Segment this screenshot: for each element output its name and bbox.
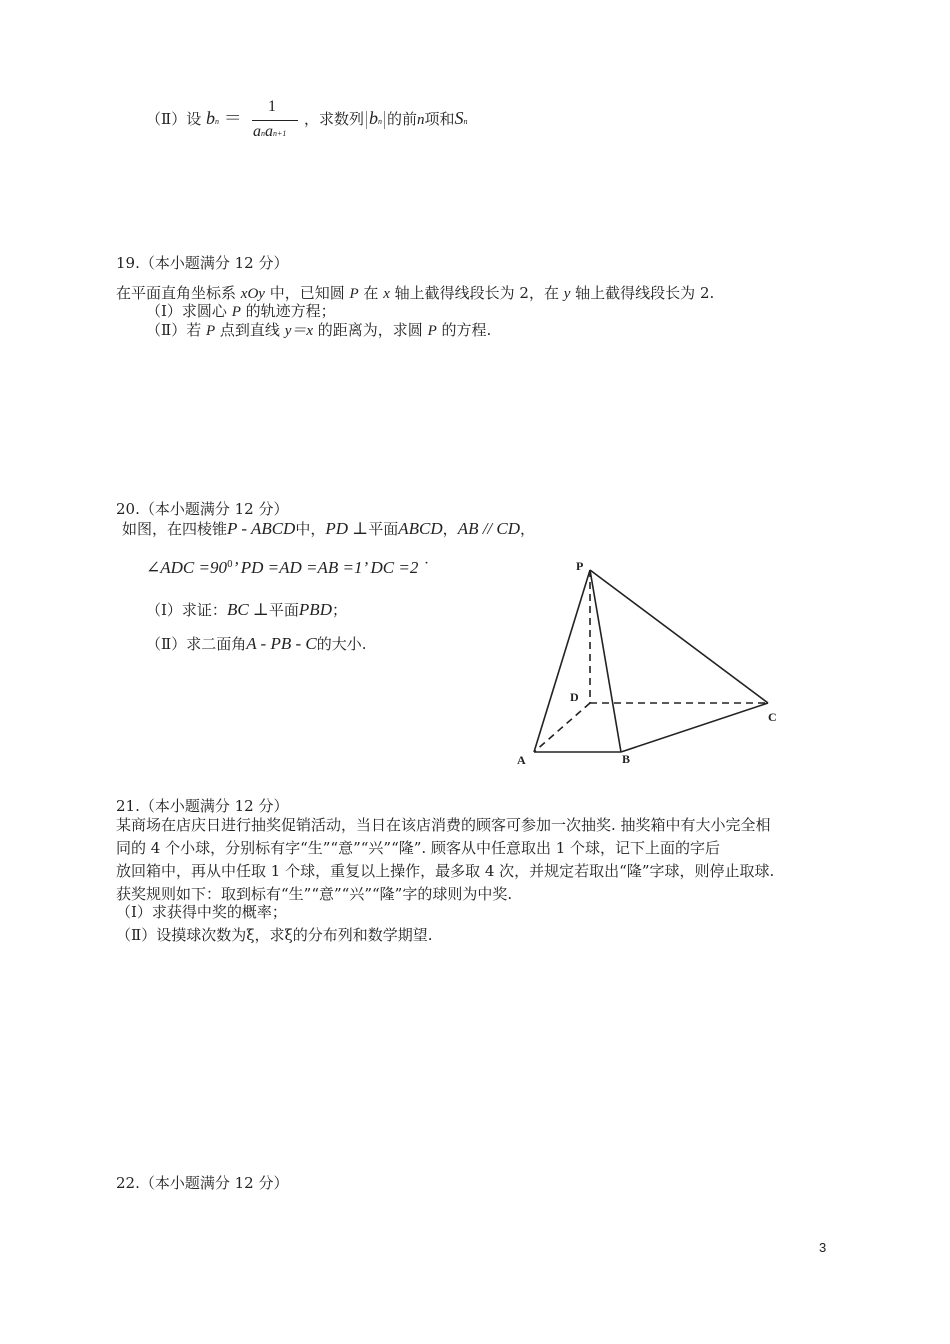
edge-DA-hidden	[534, 703, 590, 752]
q21-body-3: 放回箱中，再从中任取 1 个球，重复以上操作，最多取 4 次，并规定若取出“隆”字球，则停止取球.	[116, 862, 775, 880]
q18-equals: ＝	[223, 108, 242, 128]
q18-Sn: Sn	[454, 108, 468, 128]
q21-body-2: 同的 4 个小球，分别标有字“生”“意”“兴”“隆”. 顾客从中任意取出 1 个球，记下上面的字后	[116, 839, 721, 857]
q18-bn-abs: bn	[369, 108, 383, 128]
q21-part2: （Ⅱ）设摸球次数为ξ，求ξ的分布列和数学期望.	[116, 926, 433, 944]
q21-part1: （Ⅰ）求获得中奖的概率；	[116, 903, 287, 921]
edge-PB	[590, 570, 621, 752]
q20-intro: 如图，在四棱锥P - ABCD中，PD ⊥平面ABCD，AB // CD，	[122, 519, 536, 538]
q19-header: 19.（本小题满分 12 分）	[116, 254, 289, 272]
q18-frac-numerator: 1	[268, 98, 276, 115]
abs-bar-left	[366, 111, 367, 129]
abs-bar-right	[384, 111, 385, 129]
q18-frac-denominator: anan+1	[253, 123, 287, 140]
q18-n: n	[417, 112, 425, 128]
label-C: C	[768, 710, 777, 724]
q20-header: 20.（本小题满分 12 分）	[116, 500, 289, 518]
label-P: P	[576, 559, 584, 573]
page-number: 3	[819, 1240, 827, 1255]
edge-PC	[590, 570, 768, 703]
q18-fraction	[252, 98, 300, 144]
q19-part1: （Ⅰ）求圆心 P 的轨迹方程；	[146, 302, 336, 320]
q21-header: 21.（本小题满分 12 分）	[116, 797, 289, 815]
label-B: B	[622, 752, 631, 766]
q18-part2-tail	[304, 108, 468, 132]
q20-part1: （Ⅰ）求证：BC ⊥平面PBD；	[146, 600, 347, 619]
q18-text2: 的前	[387, 110, 418, 128]
edge-PA	[534, 570, 590, 752]
pyramid-figure	[510, 555, 810, 775]
q19-part2: （Ⅱ）若 P 点到直线 y＝x 的距离为，求圆 P 的方程.	[146, 321, 492, 339]
label-A: A	[517, 753, 526, 767]
q18-part2-label: （Ⅱ）设	[146, 110, 202, 128]
q21-body-1: 某商场在店庆日进行抽奖促销活动，当日在该店消费的顾客可参加一次抽奖. 抽奖箱中有大小完全相	[116, 816, 771, 834]
q19-intro: 在平面直角坐标系 xOy 中，已知圆 P 在 x 轴上截得线段长为 2，在 y 轴上截得线段长为 2.	[116, 284, 715, 302]
edge-BC	[621, 703, 768, 752]
q20-part2: （Ⅱ）求二面角A - PB - C的大小.	[146, 634, 367, 653]
label-D: D	[570, 690, 579, 704]
q18-bn: bn	[205, 108, 219, 128]
q18-text3: 项和	[424, 110, 455, 128]
q22-header: 22.（本小题满分 12 分）	[116, 1174, 289, 1192]
q20-conditions: ∠ADC $=90^0$’ PD =AD =AB =1’ DC =2 ˙	[146, 558, 429, 577]
q21-body-4: 获奖规则如下：取到标有“生”“意”“兴”“隆”字的球则为中奖.	[116, 885, 513, 903]
q18-text1: ，求数列	[304, 110, 365, 128]
q18-part2-line	[146, 108, 242, 132]
q18-frac-bar	[252, 120, 298, 121]
